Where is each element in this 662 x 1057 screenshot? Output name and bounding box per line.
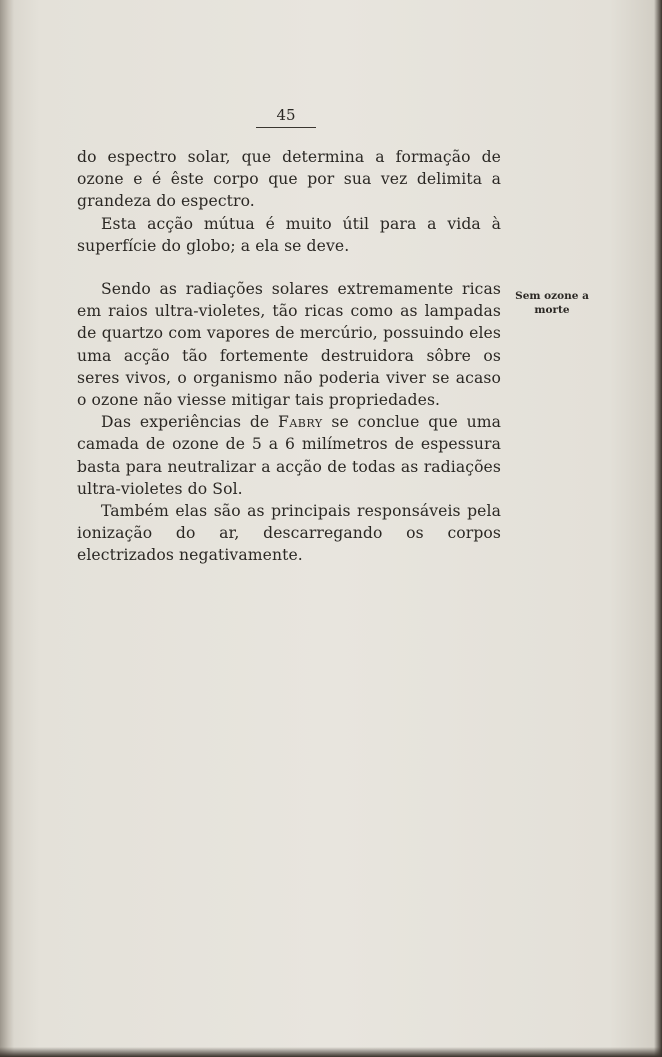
margin-note-line-1: Sem ozone a [515,290,589,302]
paragraph-3: Sendo as radiações solares extremamente ricas em raios ultra-violetes, tão ricas como as lampadas de quartzo com vapores de mercúrio, possuindo eles uma acção tão fortemente destruidora sôbre os seres vivos, o organismo não poderia viver se acaso o ozone não viesse mitigar tais propriedades. [77,280,501,410]
paragraph-5: Também elas são as principais responsáveis pela ionização do ar, descarregando os corpos electrizados negativamente. [77,502,501,565]
paragraph-2: Esta acção mútua é muito útil para a vida à superfície do globo; a ela se deve. [77,214,501,255]
paragraph-4 [77,411,501,500]
page-right-edge [654,0,662,1057]
author-name-fabry: Fabry [278,413,323,432]
paragraph-1: do espectro solar, que determina a formação de ozone e é êste corpo que por sua vez delimita a grandeza do espectro. [77,148,501,211]
page-number: 45 [276,106,296,124]
page-bottom-edge [0,1047,662,1057]
page-number-rule [256,127,316,128]
paragraph-4-end: se conclue que uma camada de ozone de 5 a 6 milímetros de espessura basta para neutralizar a acção de todas as radiações ultra-violetes do Sol. [77,413,501,498]
margin-note-line-2: morte [534,304,570,316]
body-text [77,146,501,567]
page-gutter-shadow [0,0,14,1057]
margin-note [510,289,594,317]
paragraph-4-start: Das experiências de [101,413,279,432]
